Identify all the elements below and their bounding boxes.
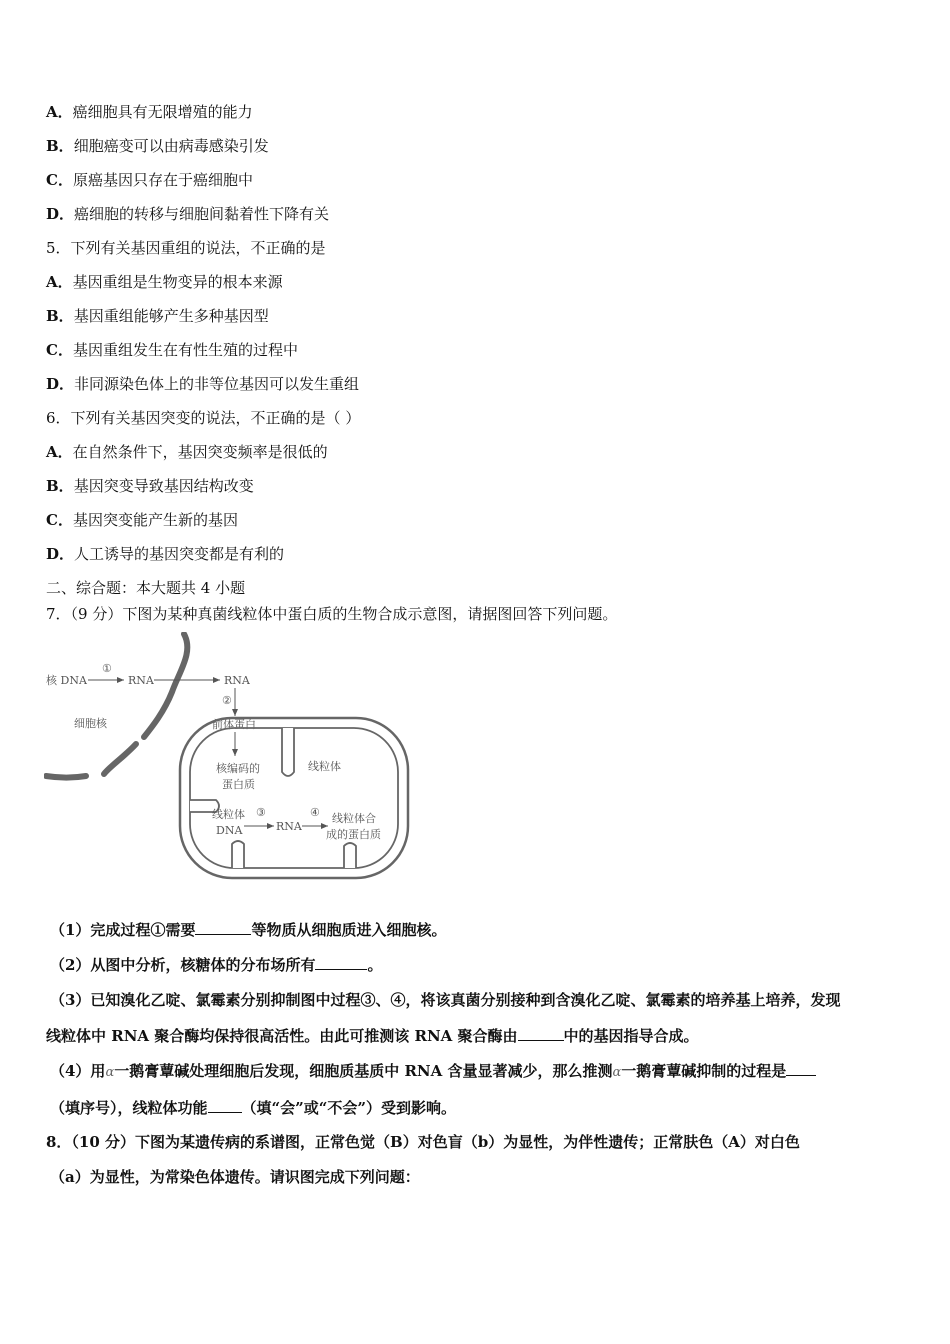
q5-stem: 5．下列有关基因重组的说法，不正确的是	[46, 239, 326, 257]
crista-bottom-right	[344, 843, 356, 868]
nuclear-dna-label: 核 DNA	[46, 674, 87, 687]
q5-option-a: A．基因重组是生物变异的根本来源	[46, 273, 283, 291]
precursor-protein-label: 前体蛋白	[212, 718, 256, 731]
q5-option-b: B．基因重组能够产生多种基因型	[46, 307, 269, 325]
step3-label: ③	[256, 806, 266, 819]
q7-part2: （2）从图中分析，核糖体的分布场所有 。	[50, 956, 383, 974]
q7-part1-blank[interactable]	[195, 920, 251, 935]
mito-dna-label-1: 线粒体	[212, 808, 245, 821]
q6-stem: 6．下列有关基因突变的说法，不正确的是（ ）	[46, 409, 361, 427]
q7-part4-line2: （填序号），线粒体功能 （填“会”或“不会”）受到影响。	[50, 1099, 457, 1117]
mito-protein-label-1: 线粒体合	[332, 812, 376, 825]
q7-part4-blank1[interactable]	[786, 1061, 816, 1076]
nuclear-encoded-protein-label-2: 蛋白质	[222, 778, 255, 791]
nuclear-encoded-protein-label-1: 核编码的	[216, 762, 260, 775]
q5-option-c: C．基因重组发生在有性生殖的过程中	[46, 341, 298, 359]
alpha-symbol-2: α	[612, 1065, 622, 1080]
mito-protein-label-2: 成的蛋白质	[326, 828, 381, 841]
step1-label: ①	[102, 662, 112, 675]
mito-dna-label-2: DNA	[216, 824, 243, 837]
rna3-label: RNA	[276, 820, 302, 833]
q6-option-c: C．基因突变能产生新的基因	[46, 511, 238, 529]
mitochondria-protein-synthesis-diagram	[44, 632, 414, 890]
nuclear-membrane-bottom	[46, 776, 86, 778]
q8-stem-line1: 8．（10 分）下图为某遗传病的系谱图，正常色觉（B）对色盲（b）为显性，为伴性遗传；正常肤色（A）对白色	[46, 1133, 800, 1151]
q7-part4-blank2[interactable]	[208, 1098, 242, 1113]
alpha-symbol: α	[105, 1065, 115, 1080]
mitochondrion-label: 线粒体	[308, 760, 341, 773]
q6-option-d: D．人工诱导的基因突变都是有利的	[46, 545, 285, 563]
step2-label: ②	[222, 694, 232, 707]
rna2-label: RNA	[224, 674, 250, 687]
q7-part2-blank[interactable]	[315, 955, 367, 970]
q7-part1: （1）完成过程①需要 等物质从细胞质进入细胞核。	[50, 921, 447, 939]
crista-bottom-left	[232, 841, 244, 868]
q4-option-a: A．癌细胞具有无限增殖的能力	[46, 103, 253, 121]
crista-top	[282, 728, 294, 776]
q5-option-d: D．非同源染色体上的非等位基因可以发生重组	[46, 375, 360, 393]
q4-option-b: B．细胞癌变可以由病毒感染引发	[46, 137, 269, 155]
q8-stem-line2: （a）为显性，为常染色体遗传。请识图完成下列问题：	[50, 1168, 420, 1186]
q6-option-b: B．基因突变导致基因结构改变	[46, 477, 254, 495]
q4-option-c: C．原癌基因只存在于癌细胞中	[46, 171, 253, 189]
q7-part3-blank[interactable]	[518, 1026, 564, 1041]
q7-part3-line2: 线粒体中 RNA 聚合酶均保持很高活性。由此可推测该 RNA 聚合酶由 中的基因指导合成。	[46, 1027, 699, 1045]
q7-stem: 7．（9 分）下图为某种真菌线粒体中蛋白质的生物合成示意图，请据图回答下列问题。	[46, 605, 618, 623]
section2-title: 二、综合题：本大题共 4 小题	[46, 579, 246, 597]
nucleus-label: 细胞核	[74, 717, 107, 730]
step4-label: ④	[310, 806, 320, 819]
nuclear-membrane-lower	[104, 744, 136, 774]
rna1-label: RNA	[128, 674, 154, 687]
q7-part3-line1: （3）已知溴化乙啶、氯霉素分别抑制图中过程③、④，将该真菌分别接种到含溴化乙啶、氯霉素的培养基上培养，发现	[50, 991, 841, 1009]
q4-option-d: D．癌细胞的转移与细胞间黏着性下降有关	[46, 205, 330, 223]
q6-option-a: A．在自然条件下，基因突变频率是很低的	[46, 443, 328, 461]
q7-part4-line1: （4）用α一鹅膏蕈碱处理细胞后发现，细胞质基质中 RNA 含量显著减少，那么推测α一鹅膏蕈碱抑制的过程是	[50, 1061, 816, 1083]
